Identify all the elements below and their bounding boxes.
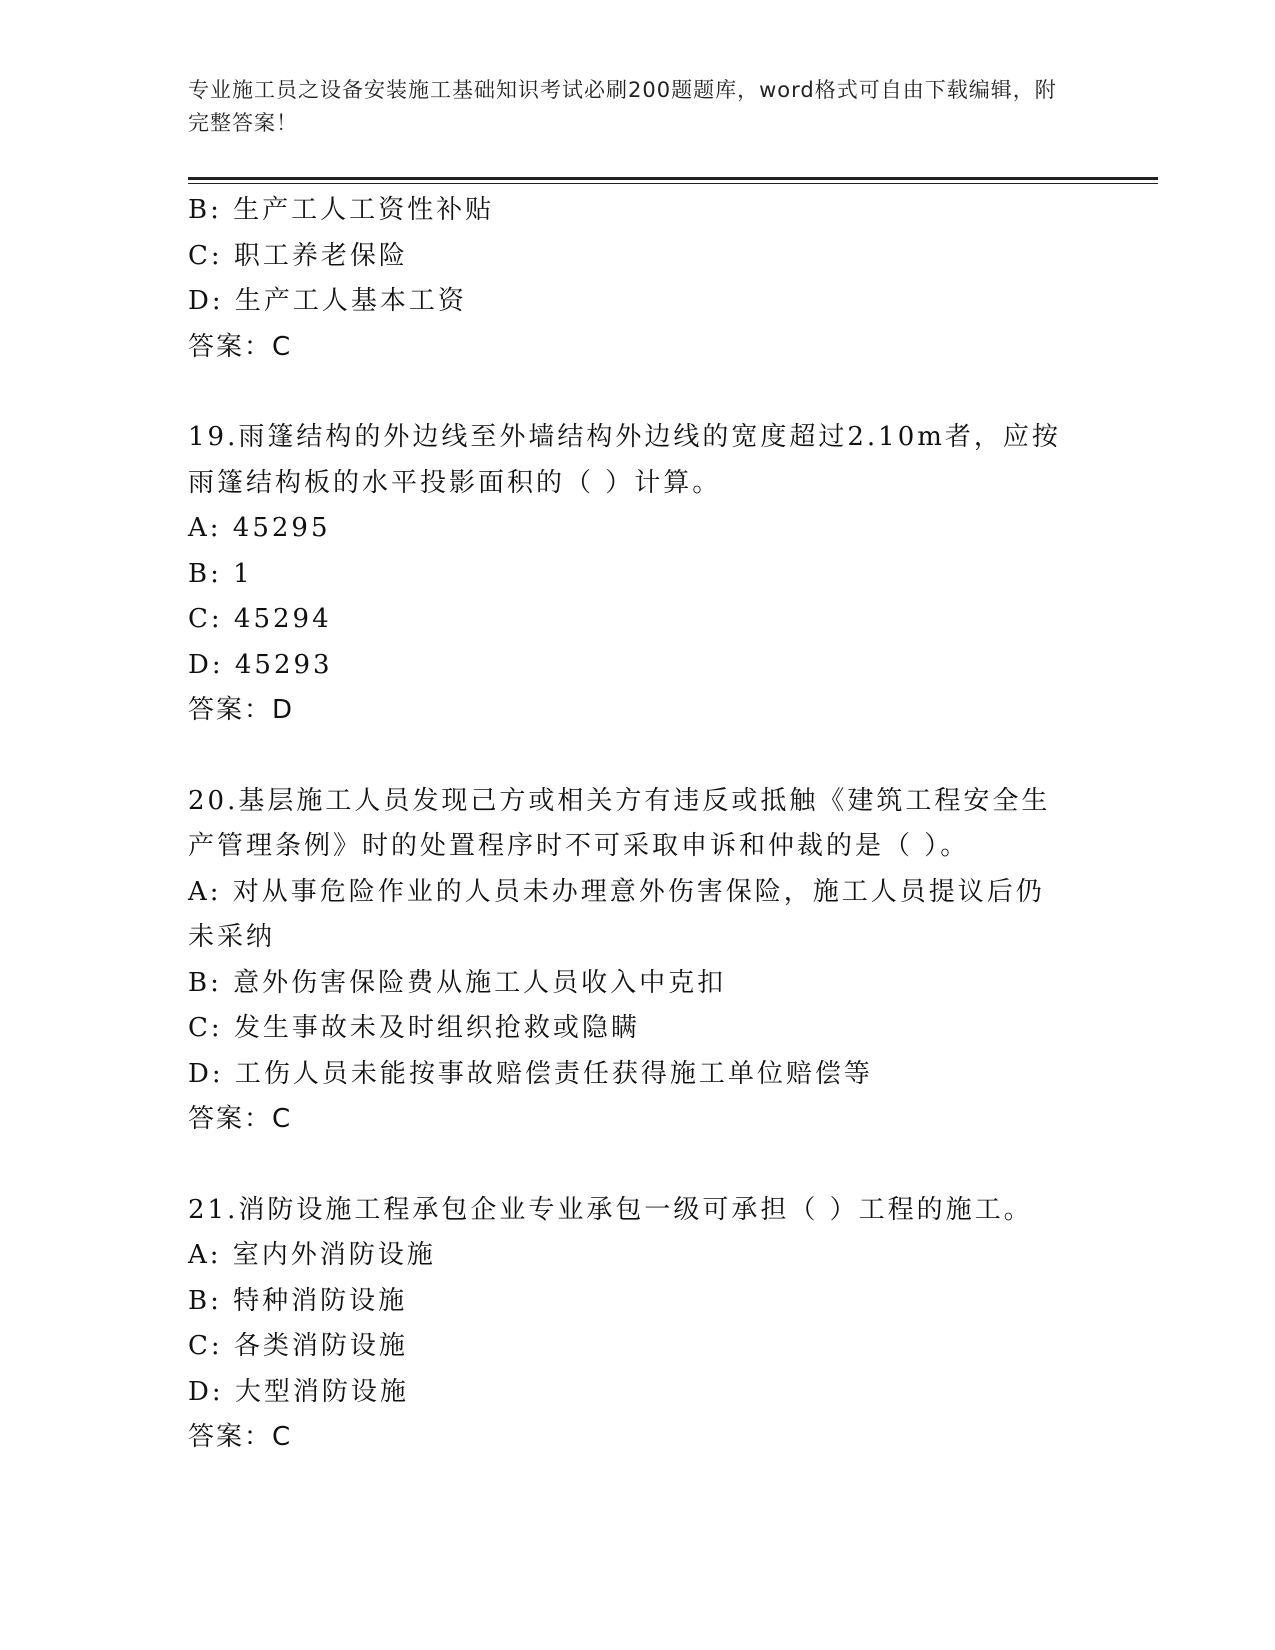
answer-line: 答案：C (188, 1422, 293, 1452)
option-d: D: 45293 (188, 649, 333, 680)
question-stem: 20.基层施工人员发现己方或相关方有违反或抵触《建筑工程安全生产管理条例》时的处置程序时不可采取申诉和仲裁的是（ ）。 (188, 785, 1051, 861)
spacer (188, 734, 1068, 779)
option-a: A: 45295 (188, 513, 331, 543)
question-stem: 21.消防设施工程承包企业专业承包一级可承担（ ）工程的施工。 (188, 1194, 1033, 1225)
question-block (188, 415, 1068, 734)
option-d: D: 生产工人基本工资 (188, 286, 467, 316)
option-c: C: 各类消防设施 (188, 1331, 408, 1361)
option-c: C: 职工养老保险 (188, 240, 408, 271)
question-list (188, 188, 1068, 1461)
option-c: C: 发生事故未及时组织抢救或隐瞒 (188, 1013, 640, 1043)
question-block (188, 1188, 1068, 1461)
answer-line: 答案：C (188, 331, 293, 362)
option-d: D: 工伤人员未能按事故赔偿责任获得施工单位赔偿等 (188, 1058, 873, 1089)
question-block-continued (188, 188, 1068, 370)
option-b: B: 特种消防设施 (188, 1285, 408, 1316)
option-a: A: 室内外消防设施 (188, 1240, 436, 1270)
question-stem: 19.雨篷结构的外边线至外墙结构外边线的宽度超过2.10m者，应按雨篷结构板的水平投影面积的（ ）计算。 (188, 422, 1061, 498)
answer-line: 答案：C (188, 1104, 293, 1134)
option-c: C: 45294 (188, 604, 332, 634)
option-b: B: 1 (188, 558, 253, 589)
option-d: D: 大型消防设施 (188, 1376, 409, 1407)
spacer (188, 1143, 1068, 1188)
answer-line: 答案：D (188, 695, 295, 725)
option-b: B: 生产工人工资性补贴 (188, 195, 495, 225)
header-divider-thin (188, 183, 1158, 184)
header-divider-thick (188, 177, 1158, 180)
document-header: 专业施工员之设备安装施工基础知识考试必刷200题题库，word格式可自由下载编辑，附完整答案！ (188, 78, 1057, 135)
spacer (188, 370, 1068, 415)
question-block (188, 779, 1068, 1143)
option-a: A: 对从事危险作业的人员未办理意外伤害保险，施工人员提议后仍未采纳 (188, 876, 1045, 952)
option-b: B: 意外伤害保险费从施工人员收入中克扣 (188, 967, 727, 998)
